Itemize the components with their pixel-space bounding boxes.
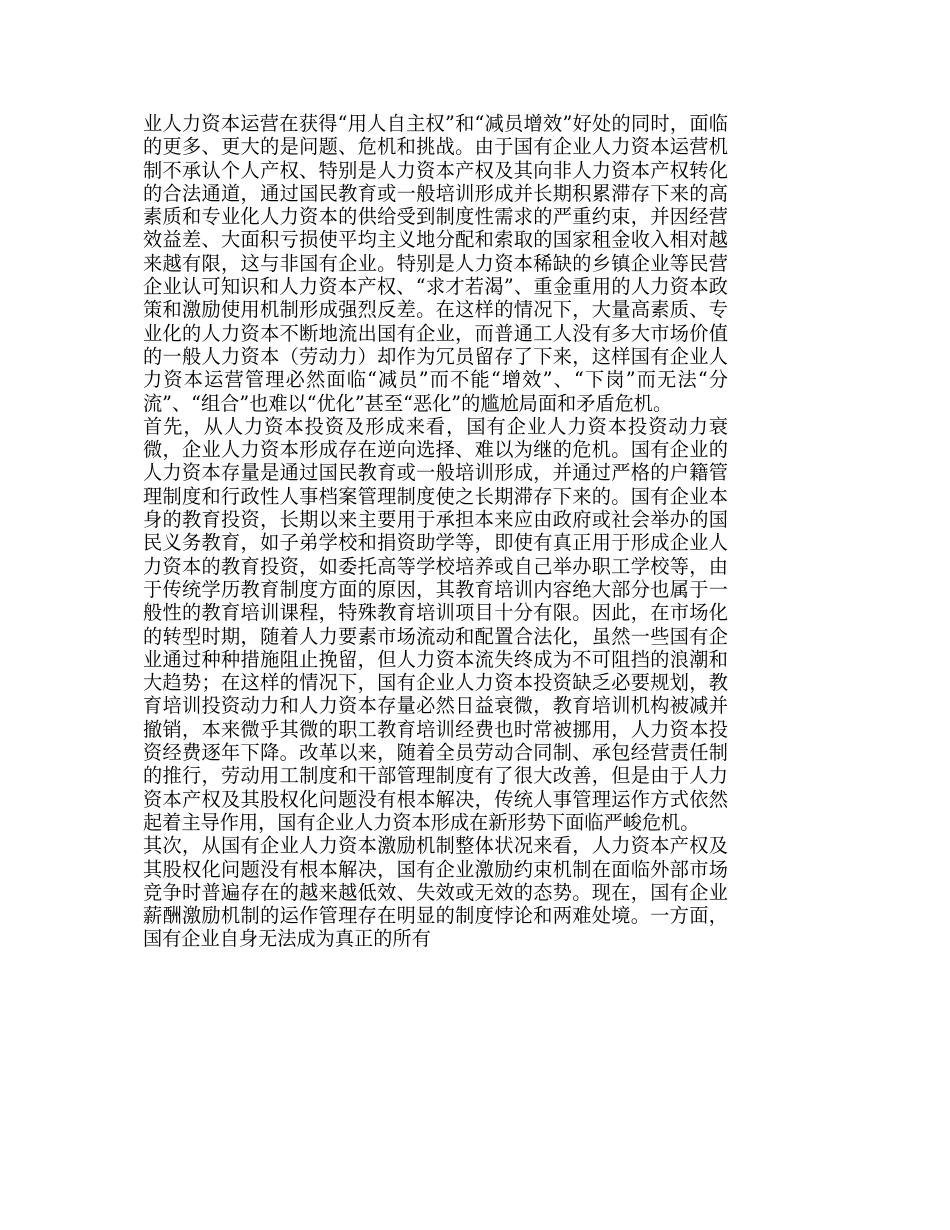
paragraph-1: 业人力资本运营在获得“用人自主权”和“减员增效”好处的同时，面临的更多、更大的是问题、危机和挑战。由于国有企业人力资本运营机制不承认个人产权、特别是人力资本产权及其向非人力资本产权转化的合法通道，通过国民教育或一般培训形成并长期积累滞存下来的高素质和专业化人力资本的供给受到制度性需求的严重约束，并因经营效益差、大面积亏损使平均主义地分配和索取的国家租金收入相对越来越有限，这与非国有企业。特别是人力资本稀缺的乡镇企业等民营企业认可知识和人力资本产权、“求才若渴”、重金重用的人力资本政策和激励使用机制形成强烈反差。在这样的情况下，大量高素质、专业化的人力资本不断地流出国有企业，而普通工人没有多大市场价值的一般人力资本（劳动力）却作为冗员留存了下来，这样国有企业人力资本运营管理必然面临“减员”而不能“增效”、“下岗”而无法“分流”、“组合”也难以“优化”甚至“恶化”的尴尬局面和矛盾危机。 bbox=[143, 112, 728, 415]
document-page bbox=[143, 112, 728, 951]
paragraph-3: 其次，从国有企业人力资本激励机制整体状况来看，人力资本产权及其股权化问题没有根本解决，国有企业激励约束机制在面临外部市场竞争时普遍存在的越来越低效、失效或无效的态势。现在，国有企业薪酬激励机制的运作管理存在明显的制度悖论和两难处境。一方面，国有企业自身无法成为真正的所有 bbox=[143, 834, 728, 951]
paragraph-2: 首先，从人力资本投资及形成来看，国有企业人力资本投资动力衰微，企业人力资本形成存在逆向选择、难以为继的危机。国有企业的人力资本存量是通过国民教育或一般培训形成，并通过严格的户籍管理制度和行政性人事档案管理制度使之长期滞存下来的。国有企业本身的教育投资，长期以来主要用于承担本来应由政府或社会举办的国民义务教育，如子弟学校和捐资助学等，即使有真正用于形成企业人力资本的教育投资，如委托高等学校培养或自己举办职工学校等，由于传统学历教育制度方面的原因，其教育培训内容绝大部分也属于一般性的教育培训课程，特殊教育培训项目十分有限。因此，在市场化的转型时期，随着人力要素市场流动和配置合法化，虽然一些国有企业通过种种措施阻止挽留，但人力资本流失终成为不可阻挡的浪潮和大趋势；在这样的情况下，国有企业人力资本投资缺乏必要规划，教育培训投资动力和人力资本存量必然日益衰微，教育培训机构被减并撤销，本来微乎其微的职工教育培训经费也时常被挪用，人力资本投资经费逐年下降。改革以来，随着全员劳动合同制、承包经营责任制的推行，劳动用工制度和干部管理制度有了很大改善，但是由于人力资本产权及其股权化问题没有根本解决，传统人事管理运作方式依然起着主导作用，国有企业人力资本形成在新形势下面临严峻危机。 bbox=[143, 414, 728, 834]
